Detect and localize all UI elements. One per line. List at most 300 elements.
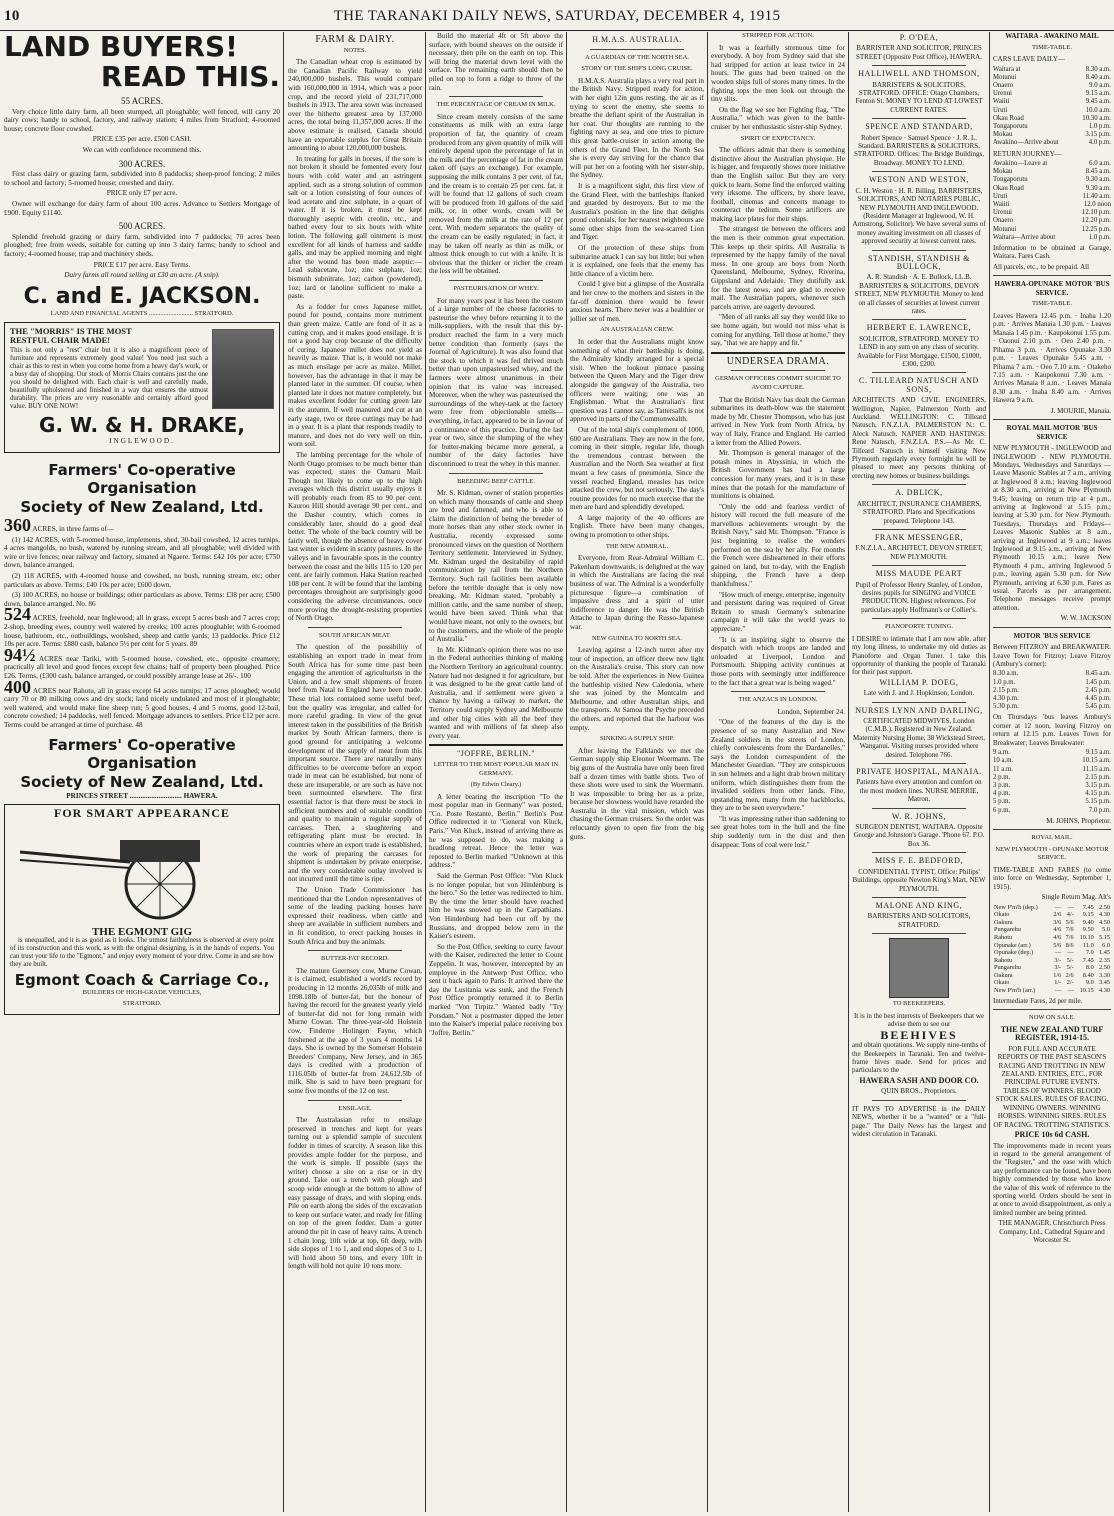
fares-cell: Okato [994, 979, 1010, 987]
tuning-heading: PIANOFORTE TUNING. [884, 623, 954, 631]
cars-leave-label: CARS LEAVE DAILY— [993, 55, 1065, 64]
column-rule [283, 32, 284, 1512]
timetable-row [993, 766, 1111, 774]
l360-number: 360 [4, 515, 31, 536]
waitara-note2: All parcels, etc., to be prepaid. All [993, 262, 1090, 271]
fares-cell: 4.30 [1098, 987, 1110, 995]
fares-cell: 8/6 [1065, 941, 1074, 949]
timetable-cell: 8.45 a.m. [1085, 670, 1111, 678]
jackson-name: C. and E. JACKSON. [23, 283, 261, 309]
fares-cell: 2/6 [1065, 971, 1074, 979]
timetable-cell: 6 p.m. [993, 806, 1011, 814]
timetable-row [993, 160, 1111, 168]
timetable-row [993, 66, 1111, 74]
egmont-gig-ad [4, 804, 280, 1015]
article-paragraph: So the Post Office, seeking to curry favour with the Kaiser, redirected the letter to Count Zeppelin. It was, however, intercepted by an employee in the Antwerp Post Office, who sent it back again to Paris. It arrived there the day the Lusitania was sunk, and the French Post Office promptly returned it to Berlin marked "Von Tirpitz." Wanted badly "Try Potsdam." Not a postmaster dipped the letter into the Kaiser's imperial palace receiving box "Joffre, Berlin." [429, 942, 563, 1037]
acres-500-note: Dairy farms all round selling at £30 an acre. (A snip). [64, 271, 220, 280]
timetable-row [993, 670, 1111, 678]
timetable-cell: Waiiti [993, 201, 1010, 209]
fares-cell: — [1054, 903, 1062, 911]
timetable-cell: 3.15 p.m. [1085, 131, 1111, 139]
coach-sub2: STRATFORD. [122, 999, 162, 1007]
fares-cell: Oakura [994, 918, 1013, 926]
timetable-row [993, 107, 1111, 115]
article-paragraph: After leaving the Falklands we met the German supply ship Eleonor Woermann. The big guns of the Australia have only been fired half a dozen times with battle shots. Two of these shots were used to sink the Woermann. It was impossible to bring her as a prize, because her slowness would have retarded the Australia in the vital mission, which was chasing the German cruisers. So the order was reluctantly given to open fire from the big guns. [570, 746, 704, 841]
fares-row [993, 964, 1111, 972]
undersea-subheading: GERMAN OFFICERS COMMIT SUICIDE TO AVOID CAPTURE. [715, 375, 841, 391]
fares-row [993, 942, 1111, 950]
article-paragraph: H.M.A.S. Australia plays a very real part in the British Navy. Stripped ready for action, with her eight 12in guns resting, the air as if trying to scent the enemy, she seems to breathe the defiant spirit of the Australian in her coat. Our thoughts are running to the fighting navy at sea, and one tries to picture this great battle-cruiser in action among the others of the Grand Fleet. In the North Sea she is every day striving for the chance that will put her on a footing with her sister-ship, the Sydney. [570, 76, 704, 180]
fares-cell: Pungarehu [994, 926, 1021, 934]
fares-cell: 9.50 [1082, 926, 1094, 934]
turf-text: FOR FULL AND ACCURATE REPORTS OF THE PAST SEASON'S RACING AND TROTTING IN NEW ZEALAND. ENTRIES, ETC., FOR PRINCIPAL FUTURE EVENTS. TABLES OF WINNERS. BLOOD STOCK SALES. RULES OF RACING. WINNING OWNERS. WINNING HORSES. WINNING SIRES. RULES OF RACING. TROTTING STATISTICS. [993, 1044, 1111, 1129]
column-professional-cards [852, 32, 986, 1512]
acres-300-text2: Owner will exchange for dairy farm of about 100 acres. Advance to Settlers Mortgage of £900. Equity £1140. [4, 199, 280, 217]
masthead [0, 0, 1114, 31]
gig-heading: THE EGMONT GIG [91, 926, 193, 939]
beekeepers-text2: and obtain quotations. We supply nine-tenths of the Beekeepers in Taranaki. Ten and twelve-frame hives made. Send for prices and particulars to the [852, 1041, 986, 1075]
fares-cell: 5/6 [1053, 941, 1062, 949]
article-paragraph: The question of the possibility of establishing an export trade in meat from South Africa has for some time past been engaging the attention of agriculturists in the Union, and a few small shipments of frozen beef from Natal to England have been made. These trial lots contained some useful beef, but the quality was irregular, and called for more careful grading. In view of the great interest taken in the possibilities of the British market by South African farmers, there is good ground for anticipating a welcome development of the supply of meat from this important source. There are naturally many difficulties to be overcome before an export trade in meat can be established, but none of these are insuperable, or are such as have not been surmounted elsewhere. The first essential factor is that there must be stock in sufficient numbers and of suitable condition and quality to maintain a regular supply of carcases. Then, a slaughtering and refrigerating plant must be erected. In countries where an export trade is established, the work of preparing the carcases for shipment is undertaken by private enterprise, and the very considerable outlay involved is not incurred until the time is ripe. [288, 643, 422, 884]
timetable-cell: Tongaporutu [993, 123, 1028, 131]
card-name: P. O'DEA, [899, 33, 939, 42]
breakwater-timetable [993, 749, 1111, 815]
timetable-cell: Waitara—Arrive about [993, 233, 1056, 241]
article-paragraph: "How much of energy, enterprise, ingenuity and persistent daring was required of Great Britain to smash Germany's submarine campaign it will take the world years to appreciate." [711, 590, 845, 633]
acres-500-heading: 500 ACRES. [118, 221, 166, 232]
beehives-heading: BEEHIVES [880, 1027, 958, 1042]
fares-row [993, 949, 1111, 957]
timetable-row [993, 695, 1111, 703]
waitara-return-timetable [993, 160, 1111, 242]
beef-cattle-heading: BREEDING BEEF CATTLE. [457, 477, 535, 485]
l400-number: 400 [4, 676, 31, 697]
undersea-heading: UNDERSEA DRAMA. [726, 355, 830, 367]
timetable-cell: 9 a.m. [993, 749, 1010, 757]
article-paragraph: It is a magnificent sight, this first view of the Grand Fleet, with the battleships flanked and guarded by destroyers. But to me the Australia's position in the line that delights proud colonials, for her nearest neighbours are some other ships from the sea-scarred Lion and Tiger. [570, 181, 704, 242]
fares-row [993, 926, 1111, 934]
jackson-sub: LAND AND FINANCIAL AGENTS ........................... STRATFORD. [50, 309, 234, 317]
timetable-row [993, 782, 1111, 790]
card-name: SPENCE AND STANDARD, [865, 122, 973, 132]
timetable-cell: 1.0 p.m. [993, 678, 1016, 686]
drake-sub: INGLEWOOD. [109, 437, 175, 446]
farmers-heading3: Farmers' Co-operative Organisation [48, 735, 236, 772]
rm-note: Intermediate Fares, 2d per mile. [993, 996, 1083, 1005]
royal-mail-heading: ROYAL MAIL MOTOR 'BUS SERVICE [1006, 423, 1098, 441]
waitara-subheading: TIME-TABLE. [1031, 43, 1073, 51]
fares-cell: 8.40 [1082, 971, 1094, 979]
timetable-cell: Onaero [993, 217, 1014, 225]
farmers-heading: Farmers' Co-operative Organisation [48, 461, 236, 498]
fitzroy-heading: MOTOR 'BUS SERVICE [1013, 631, 1091, 640]
timetable-row [993, 82, 1111, 90]
royal-mail-text: NEW PLYMOUTH - INGLEWOOD and INGLEWOOD - NEW PLYMOUTH. Mondays, Wednesdays and Saturdays —Leave Masonic Stables at 7 a.m., arriving at Inglewood 8 a.m.; leaving Inglewood at 8.30 a.m., arriving at New Plymouth 9.45; leaving on return trip at 4 p.m., arriving at Inglewood at 5.15 p.m.; leaving at 5.30 p.m. for New Plymouth. Tuesdays, Thursdays and Fridays—Leaves Masonic Stables at 8 a.m., arriving at Inglewood at 9 a.m.; leaves Inglewood at 9.15 a.m., arriving at New Plymouth 10.15 a.m.; leave New Plymouth 4 p.m., arriving Inglewood 5 p.m.; leaving again 5.30 p.m. for New Plymouth, arriving at 6.30 p.m. Fares as usual. Parcels as per arrangement. Telephone messages receive prompt attention. [993, 444, 1111, 612]
pasteurisation-heading: PASTEURISATION OF WHEY. [453, 285, 539, 293]
timetable-cell: 1.45 p.m. [1085, 678, 1111, 686]
gig-text: is unequalled, and it is as good as it looks. The utmost faithfulness is observed at every point of its construction and this work, as with the original designing, is in the hands of experts. You can trust your life to the "Egmont," and enjoy every moment of your drive. Come in and see how they are built. [10, 936, 274, 968]
land-buyers-heading [4, 32, 280, 62]
l524-number: 524 [4, 604, 31, 625]
column-rule [848, 32, 849, 1512]
l524-text: ACRES, freehold, near Inglewood; all in grass, except 5 acres bush and 7 acres crop; 2-shop, breeding ewes, country well watered by creeks; 100 acres ploughable; with 6-roomed house, bathroom, etc., outbuildings, woolshed, sheep and cattle yards; 13 paddocks. Price £12 10s per acre. Terms: £880 cash, balance 5½ per cent for 5 years. 89 [4, 614, 280, 649]
timetable-cell: 3 p.m. [993, 781, 1011, 789]
fares-cell: 3.45 [1098, 979, 1110, 987]
card-details: ARCHITECT, INSURANCE CHAMBERS, STRATFORD. Plans and Specifications prepared. Telephone 143. [856, 499, 982, 525]
card-name: NURSES LYNN AND DARLING, [855, 705, 983, 715]
fares-cell: 9.15 [1082, 911, 1094, 919]
card-details: Patients have every attention and comfort on the most modern lines. NURSE MERRIE, Matron. [856, 778, 982, 804]
timetable-cell: Awakino—Arrive about [993, 139, 1059, 147]
timetable-row [993, 209, 1111, 217]
article-paragraph: Could I give but a glimpse of the Australia and her crew to the mothers and sisters in the far-off dominion there would be fewer anxious hearts. There never was a healthier or jollier set of men. [570, 280, 704, 323]
timetable-row [993, 201, 1111, 209]
timetable-cell: 8.45 a.m. [1085, 168, 1111, 176]
hmas-subheading: A GUARDIAN OF THE NORTH SEA. [585, 53, 689, 61]
timetable-cell: 12.0 noon [1083, 201, 1111, 209]
timetable-row [993, 98, 1111, 106]
timetable-cell: Okau Road [993, 184, 1024, 192]
l400-text: ACRES near Rahotu, all in grass except 64 acres turnips; 17 acres ploughed; would carry 70 or 80 milking cows and dry stock; land nicely undulated and most of it ploughable; well watered, and would make fine sheep run; 5 good houses, 4 and 5 rooms, good 12-bail, concrete cowshed; 14 paddocks, well fenced. Mortgage advances to settlers. Price £12 per acre. Terms could be arranged at time of purchase. 48 [4, 686, 280, 729]
card-details: Pupil of Professor Henry Stanley, of London, desires pupils for SINGING and VOICE PRODUCTION. Highest references. For particulars apply Hoffmann's or Collier's. [855, 580, 983, 614]
timetable-row [993, 234, 1111, 242]
article-paragraph: The Union Trade Commissioner has mentioned that the London representatives of some of the leading packing houses have expressed their readiness, when cattle and sheep are available in sufficient numbers and in fit condition, to erect packing houses in South Africa and buy the animals. [288, 886, 422, 946]
anzacs-heading: THE ANZACS IN LONDON. [738, 696, 818, 704]
timetable-cell: 7.0 p.m. [1088, 806, 1111, 814]
article-paragraph: "Men of all ranks all say they would like to see home again, but would not miss what is coming for anything. Tell those at home," they say, "that we are happy and fit." [711, 313, 845, 348]
fares-cell: 1.45 [1098, 949, 1110, 957]
mourie-sign: J. MOURIE, Manaia. [1050, 406, 1111, 415]
fares-cell: 10.15 [1079, 987, 1094, 995]
column-farm-dairy [288, 32, 422, 1512]
morris-heading2: RESTFUL CHAIR MADE! [10, 334, 111, 345]
fares-cell: 2.50 [1098, 964, 1110, 972]
card-name: WESTON AND WESTON, [869, 175, 969, 185]
fares-cell: 3/- [1054, 956, 1062, 964]
coach-sub: BUILDERS OF HIGH-GRADE VEHICLES, [82, 988, 202, 996]
timetable-row [993, 193, 1111, 201]
card-name: C. TILLEARD NATUSCH AND SONS, [859, 376, 979, 394]
fares-cell: 5/6 [1065, 918, 1074, 926]
anzacs-dateline: London, September 24. [777, 707, 845, 716]
fares-row [993, 979, 1111, 987]
australian-crew-heading: AN AUSTRALIAN CREW. [600, 326, 674, 334]
article-paragraph: Mr. S. Kidman, owner of station properties on which many thousands of cattle and sheep are bred and fattened, and who is able to claim the distinction of being the breeder of more horses than any other stock owner in Australia, recently expressed some pronounced views on the question of Northern Territory settlement. Interviewed in Sydney, Mr. Kidman urged the desirability of rapid communication by rail from the Northern Territory. Such rail facilities been available before the terrible drought that is only now breaking, Mr. Kidman stated, "probably a million cattle, and the same number of sheep, would have been saved. Think what that would have meant, not only to the owners, but to the customers, and the whole of the people of Australia." [429, 489, 563, 644]
fares-cell: 4/6 [1053, 933, 1062, 941]
timetable-row [993, 185, 1111, 193]
l94-text: ACRES near Tariki, with 5-roomed house, cowshed, etc., opposite creamery; practically all level and good fences except few chains; half of property been ploughed. Price £26. Terms, (£300 cash, balance arranged, or could possibly arrange lease at 26/-. 100 [4, 654, 280, 680]
timetable-cell: Uruti [993, 192, 1008, 200]
article-paragraph: A letter bearing the inscription "To the most popular man in Germany" was posted, "Co. Poste Restante, Berlin." Berlin's Post Office redirected it to "General von Kluck, Paris." Von Kluck, instead of arriving there as he was supposed to do, was making a headlong retreat. Hence the letter was reposted to Berlin marked "Unknown at this address." [429, 792, 563, 870]
sash-door-sub: QUIN BROS., Proprietors. [881, 1087, 957, 1096]
fares-cell: 9.40 [1082, 918, 1094, 926]
fares-cell: 9.0 [1085, 979, 1094, 987]
article-paragraph: Out of the total ship's complement of 1000, 600 are Australians. They are now in the fore, coming in their simple, regular life, though the tremendous contrast between the Australian and the North Sea weather at first meant a few cases of pneumonia. Since the vessel reached England, measles has twice attacked the crew, but not seriously. The day's routine provides for no much exercise that the men are hard and splendidly developed. [570, 425, 704, 512]
waitara-note: Information to be obtained at Garage, Waitara. Fares Cash. [993, 244, 1111, 261]
timetable-cell: Waiiti [993, 98, 1010, 106]
acres-300-price: PRICE only £7 per acre. [106, 189, 178, 198]
article-paragraph: It was a fearfully strenuous time for everybody. A boy from Sydney said that she had stripped for action at least twice in 24 hours. The guns had been trained on the wooden ships full of stores many times. In the fighting tops the men look out through the tiny slits. [711, 43, 845, 104]
fares-cell: 7.45 [1082, 903, 1094, 911]
fares-cell: 3/- [1054, 964, 1062, 972]
fares-cell: New P'm'h (dep.) [994, 903, 1038, 911]
timetable-row [993, 168, 1111, 176]
tuning-text: I DESIRE to intimate that I am now able, after my long illness, to undertake my old duties as Pianoforte and Organ Tuner. I take this opportunity of thanking the people of Taranaki for their past support. [852, 634, 986, 677]
timetable-cell: 4.15 p.m. [1085, 790, 1111, 798]
page-number: 10 [4, 8, 20, 24]
timetable-cell: 9.30 a.m. [1085, 184, 1111, 192]
timetable-cell: Onaero [993, 82, 1014, 89]
timetable-cell: 10.0 a.m. [1085, 106, 1111, 114]
article-paragraph: "Only the odd and fearless verdict of history will record the full measure of the marvellous achievements wrought by the British Navy," said Mr. Thompson. "France is just beginning to realise the wonders performed on the sea by her ally. For months the French were disheartened in their efforts gained on land, but to-day, with the English shipping, the French have a deep thankfulness." [711, 502, 845, 589]
timetable-row [993, 217, 1111, 225]
joffre-subheading: LETTER TO THE MOST POPULAR MAN IN GERMANY. [433, 760, 559, 777]
fares-row [993, 904, 1111, 912]
notes-paragraph: The Canadian wheat crop is estimated by the Canadian Pacific Railway to yield 240,000,000 bushels. This would compare with 160,000,000 in 1914, which was a poor crop, and the record yield of 231,717,000 bushels in 1913. The area sown was increased over the hitherto greatest area by 137,000 acres, the total being 11,357,000 acres. If the above estimate is realised, Canada should have an exportable surplus for Great Britain amounting to about 120,000,000 bushels. [288, 58, 422, 153]
card-name: W. R. JOHNS, [891, 811, 947, 821]
card-name: HALLIWELL AND THOMSON, [858, 69, 980, 79]
fitzroy-timetable [993, 670, 1111, 711]
article-paragraph: "One of the features of the day is the presence of so many Australian and New Zealand soldiers in the streets of London, chiefly convalescents from the Dardanelles," says the London correspondent of the Manchester Guardian. "They are conspicuous in sun helmets and a light drab brown military uniform, which distinguishes them from the invalided soldiers from other lands. Fine, upstanding men, many from the backblocks, they are to be seen everywhere." [711, 718, 845, 813]
article-paragraph: In Mr. Kidman's opinion there was no use in the Federal authorities thinking of making the Northern Territory an agricultural country. Nature had not designed it for agriculture, but it was designed to be the great cattle land of Australia, and if settlement were given a chance by having a railway to market, the Territory could supply Sydney and Melbourne and other big cities with all the beef they wanted and with millions of fat sheep also every year. [429, 645, 563, 740]
drake-name: G. W. & H. DRAKE, [39, 413, 245, 438]
fares-cell: 3.30 [1098, 971, 1110, 979]
timetable-cell: 2.45 p.m. [1085, 686, 1111, 694]
fares-cell: — [1067, 949, 1074, 957]
fares-cell: 5/- [1066, 964, 1074, 972]
timetable-cell: 2.15 p.m. [993, 686, 1019, 694]
article-paragraph: The Australasian refer to ensilage preserved in trenches and kept for years turning out a splendid sample of succulent fodder in times of scarcity. A season like this provides ample fodder for the purpose, and the work is simple. If possible (says the writer) choose a site on a rise or in dry ground. Take out a trench with plough and scoop wide enough at the bottom to allow of easy passage of drays, and with sloping ends. Pile on earth along the sides of the excavation to keep out surface water, and ready for filling on top of the green fodder. Dam a gutter around the pit in case of heavy rains. A trench 1 chain long, 10ft wide at top, 6ft deep, with side slopes of 1 to 1, and end slopes of 3 to 1, will hold about 50 tons, and every 10ft in length will hold not quite 10 tons more. [288, 1116, 422, 1271]
timetable-cell: 11.15 a.m. [1082, 765, 1111, 773]
timetable-row [993, 687, 1111, 695]
article-paragraph: For many years past it has been the custom of a large number of the cheese factories to pasteurise the whey before returning it to the milk-suppliers, with the result that this by-product reached the farm in a very much better condition than formerly (says the Journal of Agriculture). It was also found that the stock to which it was fed thrived much better than upon unpasteurised whey, and the farmers were almost unanimous in their opinion that its value was increased. Moreover, when the whey was pasteurised the surroundings of the whey-tank at the factory were free from objectionable smells—everything, in fact, appeared to be in favour of a continuance of this practice. During the last year or two, since the slumping of the whey for butter-making became more general, a number of the dairy factories have discontinued to treat the whey in this manner. [429, 296, 563, 468]
fares-cell: 2/- [1066, 979, 1074, 987]
article-paragraph: Said the German Post Office: "Von Kluck is no longer popular, but von Hindenburg is the hero." So the letter was redirected to him. By the time the letter should have reached him he was snowed up in the Carpathians. Von Hindenburg had been cut off by the Russians, and dropped below zero in the Kaiser's esteem. [429, 872, 563, 941]
article-paragraph: Leaving against a 12-inch turret after my tour of inspection, an officer threw new light on the Australia's cruise. This story can now be told. After the experiences in New Guinea the battleship visited New Caledonia, where she was joined by the Montcalm and Melbourne, and other Australian ships, and the transports. At Samoa the Psyche preceded the others, and reported that the harbour was empty. [570, 646, 704, 732]
timetable-row [993, 74, 1111, 82]
notes-paragraph: The lambing percentage for the whole of North Otago promises to be much better than was expected, states the Oamaru Mail. Though not likely to come up to the high averages which this district usually enjoys it will probably reach from 85 to 90 per cent. Kauroo Hill should average 90 per cent., and the Dasher country, which comes in considerably later, should do a good deal better. The whole of the back country will be fairly well, though the absence of heavy cover last winter is evident in scanty pastures. In the valleys and in favourable spots in the country between the coast and the hills 115 to 120 per cent. are fairly common. Haka Station reached 108 per cent. It will be found that the lambing percentages throughout are surprisingly good considering the adverse circumstances, once more proving the drought-resisting properties of North Otago. [288, 450, 422, 623]
card-details: ARCHITECTS AND CIVIL ENGINEERS, Wellington, Napier, Palmerston North and Auckland. WELLINGTON: C. Tilleard Natusch, F.N.Z.I.A. PALMERSTON N.: C. Aleck Natusch. NAPIER AND HASTINGS: Rene Natusch, F.N.Z.I.A. P.S.—As Mr. C. Tilleard Natusch is himself visiting New Plymouth regularly every fortnight he will be pleased to meet any persons thinking of erecting new homes or business buildings. [852, 396, 986, 480]
article-paragraph: "It is an inspiring sight to observe the despatch with which troops are landed and unloaded at Liverpool, London and Portsmouth. Shipping activity continues at those ports with seemingly utter indifference to the fact that a great war is being waged." [711, 635, 845, 687]
timetable-cell: 9.30 a.m. [1085, 176, 1111, 184]
fares-cell: 2.35 [1098, 956, 1110, 964]
turf-title: THE NEW ZEALAND TURF REGISTER, 1914-15. [1000, 1024, 1104, 1043]
beekeepers-text: It is in the best interests of Beekeepers that we advise them to see our [853, 1011, 985, 1029]
card-details: F.N.Z.I.A., ARCHITECT, DEVON STREET, NEW PLYMOUTH. [855, 544, 983, 561]
fares-cell: 5/- [1066, 956, 1074, 964]
waitara-heading: WAITARA - AWAKINO MAIL [1005, 32, 1099, 40]
jackson-sign: W. W. JACKSON [1060, 614, 1111, 623]
fares-cell: New P'm'h (arr.) [994, 987, 1036, 995]
article-paragraph: Since cream merely consists of the same constituents as milk with an extra large proportion of fat, the quantity of cream produced from any given quantity of milk will entirely depend upon the percentage of fat in the milk and the percentage of fat in the cream taken off (says an exchange). For example, supposing the milk contains 3 per cent. of fat, and the cream is to contain 25 per cent. fat, it will be found that 12 gallons of such cream will be produced from 10 gallons of the said milk, or, in other words, cream will be removed from the milk at the rate of 12 per cent. With modern separators the quality of the cream can be easily regulated; in fact, it may be taken off nearly as thin as milk, or almost thick enough to cut with a knife. It is obvious that the thicker or richer the cream the less will be obtained. [429, 112, 563, 276]
fares-cell: Pungarehu [994, 964, 1021, 972]
fares-cell: 7/6 [1065, 926, 1074, 934]
fares-cell: 5.15 [1098, 933, 1110, 941]
timetable-row [993, 774, 1111, 782]
morris-text: This is not only a "rest" chair but it is also a magnificent piece of furniture and represents extremely good value! You need just such a chair as this to rest in when you come home from a heavy day's work, or a busy day of shopping. Our stock of Morris Chairs contains just the one you should be delighted with. Each chair is well and carefully made, beautifully upholstered and finished in a way that ensures the utmost durability. The prices are very reasonable and certainly afford good value. BUY ONE NOW! [10, 347, 208, 411]
card-details: BARRISTERS AND SOLICITORS, STRATFORD. [867, 912, 971, 929]
new-guinea-heading: NEW GUINEA TO NORTH SEA. [591, 634, 683, 642]
notes-paragraph: As a fodder for cows Japanese millet, pound for pound, contains more nutriment than green maize. Cattle are fond of it as a cutting crop, and it makes good ensilage. It is not a good hay crop because of the difficulty of curing. Japanese millet does not yield as heavily as maize. That is, it would not make as much ensilage per acre as maize. Millet, however, has the advantage in that it may be planted later in the summer. Of course, when planted late it does not mature completely, but makes excellent fodder for cutting green late in the autumn. If well manured and cut at an early stage, two or three cuttings may be had in a year. It is a plant that responds readily to manure, and does not do very well on thin, worn soil. [288, 302, 422, 449]
timetable-row [993, 115, 1111, 123]
turf-sign: THE MANAGER, Christchurch Press Company, Ltd., Cathedral Square and Worcester St. [998, 1219, 1106, 1244]
acres-300-text: First class dairy or grazing farm, subdivided into 8 paddocks; sheep-proof fencing; 2 miles to school and factory; 5-roomed house; cowshed and dairy. [4, 170, 280, 187]
card-details: CERTIFICATED MIDWIVES, London (C.M.B.). Registered in New Zealand. Maternity Nursing Home, 38 Wickstead Street, Wanganui. Visiting nurses provided where desired. Telephone 766. [853, 717, 985, 759]
breakwater-text: On Thursdays 'bus leaves Ambury's corner at 12 noon, leaving Fitzroy on return at 12.15 p.m. Leaves Town for Breakwater; Leaves Breakwater: [993, 713, 1111, 747]
card-name: HERBERT E. LAWRENCE, [866, 323, 972, 333]
timetable-row [993, 90, 1111, 98]
acres-500-text: Splendid freehold grazing or dairy farm, subdivided into 7 paddocks; 70 acres been ploughed; free from weeds, suitable for cutting up into 3 dairy farms; handy to school and factory; 4-roomed house; trap and machinery sheds. [4, 232, 280, 258]
timetable-cell: 8.40 a.m. [1085, 73, 1111, 81]
acres-55-text: Very choice little dairy farm, all been stumped, all ploughable; well fenced, will carry 20 dairy cows; handy to school, factory, and railway station; 4 miles from Stratford; 4-roomed house; concrete floor cowshed. [4, 107, 280, 133]
timetable-row [993, 790, 1111, 798]
card-details: SOLICITOR, STRATFORD. MONEY TO LEND in any sum on any class of security. Available for First Mortgage, £1500, £1000, £300, £200. [857, 334, 981, 368]
column-land-ads [4, 32, 280, 1512]
fares-cell: 2/6 [1053, 911, 1062, 919]
timetable-row [993, 139, 1111, 147]
rm-fares-table [993, 904, 1111, 995]
fares-row [993, 972, 1111, 980]
fares-cell: Rahotu [994, 933, 1013, 941]
l360-item-2: (2) 118 ACRES, with 4-roomed house and cowshed, no bush, running stream, etc; other particulars as above. Terms: £40 10s per acre; £600 down. [4, 572, 280, 589]
fares-cell: 2.50 [1098, 903, 1110, 911]
timetable-cell: 5 p.m. [993, 798, 1011, 806]
timetable-row [993, 176, 1111, 184]
article-paragraph: Mr. Thompson is general manager of the potash mines in Abyssinia, in which the British Government has had a large concession for many years, and it is in these mines that the potash for the manufacture of munitions is obtained. [711, 449, 845, 501]
fares-cell: Oakura [994, 971, 1013, 979]
opunake-subheading: TIME-TABLE. [1031, 300, 1073, 308]
farm-dairy-heading: FARM & DAIRY. [315, 34, 395, 45]
stripped-heading: STRIPPED FOR ACTION. [742, 32, 814, 39]
princes-street: PRINCES STREET ............................. HAWERA. [66, 791, 218, 800]
column-rule [707, 32, 708, 1512]
hmas-subheading2: STORY OF THE SHIP'S LONG CRUISE. [581, 65, 693, 73]
fares-row [993, 911, 1111, 919]
morris-chair-illustration [212, 329, 274, 409]
column-rule [566, 32, 567, 1512]
column-rule [989, 32, 990, 1512]
fares-cell: Opunake (arr.) [994, 941, 1031, 949]
fares-cell: 3/6 [1053, 918, 1062, 926]
article-paragraph: On the flag we see her Fighting flag, "The Australia," which was given to the battle-cruiser by her enthusiastic sister-ship Sydney. [711, 105, 845, 131]
fares-cell: 4/6 [1053, 926, 1062, 934]
acres-55-note: We can with confidence recommend this. [82, 145, 202, 154]
butter-fat-heading: BUTTER-FAT RECORD. [320, 955, 389, 963]
timetable-cell: Awakino—Leave at [993, 160, 1048, 168]
card-details: A. R. Standish · A. E. Bullock, LL.B. BARRISTERS & SOLICITORS, DEVON STREET, NEW PLYMOUTH. Money to lend on all classes of securities at lowest current rates. [854, 273, 984, 315]
column-dairy-continued [429, 32, 563, 1512]
timetable-cell: 1.0 p.m. [1088, 233, 1111, 241]
timetable-cell: 4.30 p.m. [993, 695, 1019, 703]
timetable-cell: 11.40 a.m. [1082, 192, 1111, 200]
article-paragraph: The strangest tie between the officers and the men is their common great expectation. This keeps up their spirits. All Australia is represented by the happy family of the naval mess. In one group are boys from North Queensland, Melbourne, Sydney, Riverina, Gippsland and Adelaide. They dutifully ask for the latest news, and are glad to receive mail. The Australian papers, whenever such parcels arrive, are eagerly devoured. [711, 225, 845, 311]
beehive-illustration [889, 938, 949, 998]
acres-300-heading: 300 ACRES. [118, 158, 166, 169]
article-paragraph: The officers admit that there is something distinctive about the Australian physique. He is bigger, and frequently shows more initiative than the English sailor. But they are very quick to learn. Some find the enforced waiting very irksome. The officers, by shore leave, football, cinemas and concerts manage to counteract the tedium. Some artificers are making lace plates for their ships. [711, 146, 845, 223]
turf-price: PRICE 10s 6d CASH. [1014, 1129, 1090, 1139]
timetable-cell: 2.15 p.m. [1085, 773, 1111, 781]
waitara-outbound-timetable [993, 66, 1111, 148]
card-name: MALONE AND KING, [875, 900, 963, 910]
joffre-heading: "JOFFRE, BERLIN." [457, 749, 535, 759]
article-paragraph: That the British Navy has dealt the German submarines its death-blow was the statement made by Mr. Chester Thompson, who has just arrived in New York from North Africa, by way of Italy, France and England. He carried a letter from the Allied Powers. [711, 395, 845, 447]
fares-row [993, 987, 1111, 995]
timetable-cell: 4.0 p.m. [1088, 139, 1111, 147]
proprietor-sign: M. JOHNS, Proprietor. [1046, 816, 1111, 825]
timetable-cell: 5.15 p.m. [1085, 798, 1111, 806]
fares-cell: — [1054, 987, 1062, 995]
south-african-meat-heading: SOUTH AFRICAN MEAT. [319, 631, 391, 639]
fares-row [993, 957, 1111, 965]
timetable-row [993, 749, 1111, 757]
fares-cell: 11.0 [1082, 941, 1094, 949]
timetable-cell: 5.30 p.m. [993, 703, 1019, 711]
timetable-cell: 12.25 p.m. [1081, 225, 1111, 233]
beekeepers-heading: TO BEEKEEPERS. [892, 1000, 946, 1008]
timetable-cell: 11 a.m. [993, 765, 1013, 773]
card-details: Late with J. and J. Hopkinson, London. [863, 689, 975, 698]
timetable-row [993, 757, 1111, 765]
timetable-row [993, 703, 1111, 711]
timetable-cell: 12.20 p.m. [1081, 217, 1111, 225]
cream-heading: THE PERCENTAGE OF CREAM IN MILK. [436, 101, 556, 109]
notes-heading: NOTES. [343, 46, 367, 54]
article-paragraph: Of the protection of these ships from submarine attack I can say but little; but when it is explained, one feels that the enemy has little chance of a victim here. [570, 244, 704, 278]
smart-appearance-heading: FOR SMART APPEARANCE [53, 806, 231, 821]
timetable-row [993, 123, 1111, 131]
timetable-cell: 4.45 p.m. [1085, 695, 1111, 703]
morris-heading: THE "MORRIS" IS THE MOST [10, 326, 132, 337]
fares-cell: — [1067, 987, 1074, 995]
timetable-cell: 10 a.m. [993, 757, 1014, 765]
hmas-heading: H.M.A.S. AUSTRALIA. [592, 35, 682, 44]
turf-text2: The improvements made in recent years in regard to the general arrangement of the "Register," and the ease with which any performance can be found, have been highly commended by those who know the value of this work of reference to the sporting world. Orders should be sent in at once to avoid disappointment, as only a limited number are being printed. [993, 1141, 1111, 1217]
fitzroy-sub: Between FITZROY and BREAKWATER. Leave Town for Fitzroy; Leave Fitzroy (Ambury's corner): [993, 643, 1111, 669]
timetable-cell: Motunui [993, 73, 1017, 81]
ensilage-heading: ENSILAGE. [338, 1104, 372, 1112]
card-name: PRIVATE HOSPITAL, MANAIA. [856, 767, 982, 777]
card-details: BARRISTERS & SOLICITORS, STRATFORD. OFFICE: Otago Chambers, Fenton St. MONEY TO LEND AT LOWEST CURRENT RATES. [855, 80, 983, 114]
card-name: A. DBLICK, [895, 488, 943, 498]
timetable-cell: 2 p.m. [993, 773, 1011, 781]
timetable-cell: 8.30 a.m. [993, 670, 1019, 678]
timetable-cell: 9.45 a.m. [1085, 98, 1111, 106]
article-paragraph: A large majority of the 40 officers are English. There have been many changes, owing to promotion to other ships. [570, 513, 704, 540]
farmers-heading2: Society of New Zealand, Ltd. [20, 498, 264, 517]
advertise-notice: IT PAYS TO ADVERTISE in the DAILY NEWS, whether it be a "wanted" or a "full-page." The Daily News has the largest and widest circulation in Taranaki. [852, 1104, 986, 1138]
article-paragraph: The mature Guernsey cow, Murne Cowan, it is claimed, established a world's record by producing in 12 months 26,035lb of milk and 1098.18lb of butter-fat, but the honour of having the record for the greatest yearly yield of butter-fat did not for long remain with Murne Cowan. The three-year-old Holstein cow, Finderne Holingen Fayne, which freshened at the age of 3 years 4 months 14 days. She is owned by the Somerset Holstein Breeders' Company, New Jersey, and in 365 days is credited with a production of 1116.05lb of butter-fat from 24,612.5lb of milk. She is said to have been pregnant for some five months of the 12 on test. [288, 966, 422, 1096]
morris-chair-ad [4, 322, 280, 453]
article-paragraph: "It was impressing rather than saddening to see great holes torn in the hull and the fine ship suddenly turn in the dust and then disappear. Tons of coal were lost." [711, 814, 845, 849]
masthead-title: THE TARANAKI DAILY NEWS, SATURDAY, DECEMBER 4, 1915 [333, 8, 781, 24]
card-details: CONFIDENTIAL TYPIST, Office: Philips' Buildings, opposite Newton King's Mart, NEW PLYMOUTH. [852, 867, 986, 893]
fares-cell: 7.45 [1082, 956, 1094, 964]
sash-door-name: HAWERA SASH AND DOOR CO. [859, 1075, 979, 1085]
l360-item-1: (1) 142 ACRES, with 5-roomed house, implements, shed, 30-bail cowshed, 12 acres turnips, 4 acres mangolds, no bush, watered by running stream, and all ploughable; well divided with wire or live fences; near railway and factory, situated at Ngaere. Terms: £42 10s per acre; £750 down, balance arranged. [4, 535, 280, 570]
timetable-cell: 5.45 p.m. [1085, 703, 1111, 711]
timetable-cell: 9.0 a.m. [1089, 82, 1111, 89]
timetable-cell: 10.15 a.m. [1082, 757, 1111, 765]
timetable-row [993, 131, 1111, 139]
return-label: RETURN JOURNEY— [993, 149, 1062, 158]
notes-paragraph: In treating for galls in horses, if the sore is not broken it should be fomented every four hours with cold water and an astringent applied, such as a strong solution of common salt or a lotion consisting of four ounces of lead acetate and zinc sulphate, in a quart of water. If it is broken, it must be kept thoroughly aseptic with creolin, etc., and bathed every four to six hours with white lotion. The following gall ointment is most excellent for all kinds of harness and saddle galls, and may be applied morning and night after the wound has been made aseptic:—Lead subacetate, 1oz; zinc sulphate, 1oz; bismuth subnitrate, 1oz; carbon (powdered), 1oz; lard or lanoline sufficient to make a paste. [288, 154, 422, 301]
timetable-cell: 9.15 a.m. [1085, 90, 1111, 98]
fares-cell: 5.0 [1102, 926, 1110, 934]
expectancy-heading: SPIRIT OF EXPECTANCY. [740, 134, 816, 142]
timetable-cell: Mokau [993, 131, 1013, 139]
fares-cell: — [1067, 903, 1074, 911]
timetable-cell: Okau Road [993, 114, 1024, 122]
